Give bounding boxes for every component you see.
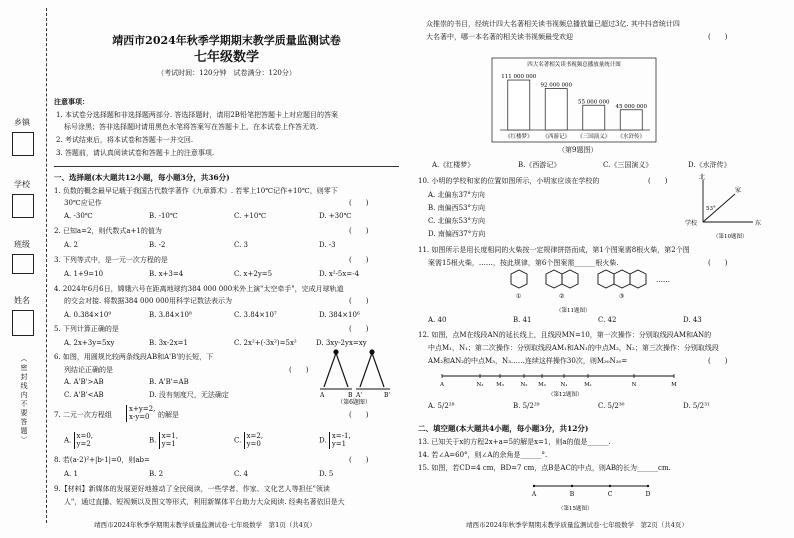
q11-text-cont: 案需15根火柴，……，按此规律，第6个图案需______根火柴. xyxy=(428,259,619,267)
pattern-2-shape-a xyxy=(546,270,562,288)
q1-text: 1. 负数的概念最早记载于我国古代数学著作《九章算术》. 若零上10℃记作+10℃，则零下 xyxy=(54,187,338,195)
compass-2-legs xyxy=(360,353,384,387)
q7-d-eq-1: x=-1, xyxy=(331,432,351,440)
q15-point-label-3: C xyxy=(607,491,613,498)
svg-text:A': A' xyxy=(356,392,362,399)
pattern-2-label: ② xyxy=(559,293,565,300)
pattern-3-shape-a xyxy=(598,270,614,288)
q5-option-b[interactable]: B. 3x-2x=1 xyxy=(149,339,188,347)
q4-option-a[interactable]: A. 0.384×10⁹ xyxy=(64,311,112,319)
q9-option-d[interactable]: D.《水浒传》 xyxy=(688,161,731,169)
q7-c-eq-2: y=0 xyxy=(246,440,261,449)
q11-option-c[interactable]: C. 42 xyxy=(598,316,617,324)
q13-text: 13. 已知关于x的方程2x+a=5的解是x=1，则a的值是______. xyxy=(418,438,611,446)
binding-strip xyxy=(0,0,44,538)
q10-answer-paren: ( ) xyxy=(648,177,668,185)
q2-option-a[interactable]: A. 2 xyxy=(64,241,78,249)
svg-text:A: A xyxy=(320,392,325,399)
q9-option-b[interactable]: B.《西游记》 xyxy=(518,161,561,169)
q12-option-b[interactable]: B. 5/2²⁹ xyxy=(513,402,540,410)
q8-text: 8. 若(a-2)²+|b-1|=0，则ab= xyxy=(54,456,150,464)
school-label: 学校 xyxy=(685,220,698,227)
q12-option-c[interactable]: C. 5/2³⁰ xyxy=(598,402,625,410)
q7-text: 7. 二元一次方程组 xyxy=(54,411,112,419)
bar-category-label-3: 《三国演义》 xyxy=(577,134,611,140)
seal-dashed-line xyxy=(46,8,47,523)
bar-category-label-2: 《西游记》 xyxy=(542,134,571,140)
q8-option-d[interactable]: D. 5 xyxy=(319,470,334,478)
q7-option-b[interactable] xyxy=(149,432,178,449)
svg-text:B': B' xyxy=(384,392,391,399)
footer-page-2: 靖西市2024年秋季学期期末教学质量监测试卷·七年级数学 第2页（共4页） xyxy=(466,521,688,529)
q12-point-label-5: M₂ xyxy=(538,382,546,388)
q12-point-label-6: N₁ xyxy=(560,382,568,388)
note-1: 1. 本试卷分选择题和非选择题两部分. 答选择题时，请用2B铅笔把答题卡上对应题目的答案 xyxy=(56,111,338,119)
q10-option-d[interactable]: D. 南偏西37°方向 xyxy=(428,230,486,238)
home-label: 家 xyxy=(735,187,742,194)
q12-text-cont: 中点M₁，N₁；第二次操作：分别取线段AM₁和AN₁的中点M₂，N₂；第三次操作：分别取线段 xyxy=(428,344,719,352)
q7-system xyxy=(126,405,155,422)
town-label: 乡镇 xyxy=(14,118,30,127)
q7-option-c[interactable] xyxy=(234,432,263,449)
q12-point-label-8: N xyxy=(631,382,637,388)
exam-title: 靖西市2024年秋季学期期末教学质量监测试卷 xyxy=(112,34,341,47)
q12-point-label-2: N₃ xyxy=(476,382,484,388)
q3-answer-paren: ( ) xyxy=(349,256,369,264)
q11-option-d[interactable]: D. 43 xyxy=(683,316,702,324)
q5-option-a[interactable]: A. 2x+3y=5xy xyxy=(64,339,115,347)
bar-3 xyxy=(583,105,605,130)
q5-option-d[interactable]: D. 3xy-2yx=xy xyxy=(316,339,367,347)
q11-text: 11. 如图所示是用长度相同的火柴按一定规律拼搭而成，第1个图案需8根火柴，第2个图 xyxy=(418,246,690,254)
q3-option-d[interactable]: D. x²-5x=-4 xyxy=(319,270,360,278)
bar-value-label-2: 92 000 000 xyxy=(540,82,572,89)
q3-option-b[interactable]: B. x+3=4 xyxy=(149,270,184,278)
q7-b-eq-1: x=1, xyxy=(161,432,179,440)
q9-text-cont: 人"，通过直播、短视频以及图文等形式，利用新媒体平台助力大众阅读. 经典名著依旧是大 xyxy=(64,498,345,506)
bar-1 xyxy=(508,80,530,130)
q3-option-a[interactable]: A. 1+9=10 xyxy=(64,270,104,278)
q4-text-cont: 的交会对接. 将数据384 000 000用科学记数法表示为 xyxy=(64,297,232,305)
q7-option-a[interactable] xyxy=(64,432,93,449)
q10-option-a[interactable]: A. 北偏东37°方向 xyxy=(428,191,485,199)
q1-option-d[interactable]: D. +30℃ xyxy=(319,212,352,220)
q9-answer-paren: ( ) xyxy=(708,33,728,41)
pattern-3-shape-c xyxy=(630,270,646,288)
name-label: 姓名 xyxy=(14,296,30,305)
q9-option-c[interactable]: C.《三国演义》 xyxy=(603,161,653,169)
q7-option-a-label: A. xyxy=(64,436,72,445)
q4-option-d[interactable]: D. 384×10⁶ xyxy=(319,311,360,319)
section-1-heading: 一、选择题(本大题共12小题，每小题3分，共36分) xyxy=(54,173,230,182)
q12-point-label-7: M₁ xyxy=(584,382,592,388)
q10-option-c[interactable]: C. 北偏东53°方向 xyxy=(428,217,485,225)
section-2-heading: 二、填空题(本大题共4小题，每小题3分，共12分) xyxy=(418,424,589,433)
school-label: 学校 xyxy=(14,180,30,189)
bar-2 xyxy=(545,89,567,130)
town-field[interactable] xyxy=(12,132,34,156)
pattern-3-label: ③ xyxy=(619,293,625,300)
q10-direction-figure xyxy=(673,172,778,244)
compass-1-legs xyxy=(324,353,348,387)
q8-option-a[interactable]: A. 1 xyxy=(64,470,78,478)
q15-point-dot-2 xyxy=(571,485,573,487)
q12-figure-caption: （第12题图） xyxy=(548,392,583,398)
q7-b-eq-2: y=1 xyxy=(161,440,176,449)
q11-option-a[interactable]: A. 40 xyxy=(428,316,447,324)
q4-option-c[interactable]: C. 3.84×10⁷ xyxy=(234,311,277,319)
q7-eq-2: x-y=0 xyxy=(129,413,150,422)
q12-option-a[interactable]: A. 5/2²⁸ xyxy=(428,402,455,410)
q15-point-label-4: D xyxy=(645,491,651,498)
pattern-1-shape xyxy=(511,270,527,288)
seal-line-notice: （密封线内不要答题） xyxy=(20,355,28,445)
q6-text-cont: 列结论正确的是 xyxy=(64,366,113,374)
q9-text-cont-3: 大名著中，哪一本名著的相关读书视频最受欢迎 xyxy=(426,33,573,41)
q15-point-dot-1 xyxy=(533,485,535,487)
divider xyxy=(54,166,399,167)
q1-option-b[interactable]: B. -10℃ xyxy=(149,212,178,220)
pattern-2-shape-b xyxy=(562,270,578,288)
q8-answer-paren: ( ) xyxy=(349,456,369,464)
q7-option-d-label: D. xyxy=(319,436,327,445)
note-1-cont: 标号涂黑；答非选择题时请用黑色水笔将答案写在答题卡上，在本试卷上作答无效. xyxy=(64,123,319,131)
q4-answer-paren: ( ) xyxy=(349,297,369,305)
class-label: 班级 xyxy=(14,240,30,249)
pattern-ellipsis: …… xyxy=(656,276,670,284)
q3-text: 3. 下列等式中，是一元一次方程的是 xyxy=(54,256,168,264)
bar-4 xyxy=(620,110,642,130)
q15-point-dot-3 xyxy=(609,485,611,487)
q1-option-c[interactable]: C. +10℃ xyxy=(234,212,267,220)
q10-option-b[interactable]: B. 南偏西53°方向 xyxy=(428,204,486,212)
q12-text: 12. 如图，点M在线段AN的延长线上，且线段MN=10，第一次操作：分别取线段AM和AN的 xyxy=(418,331,712,339)
q14-text: 14. 若∠A=60°，则∠A的余角是______°. xyxy=(418,451,548,459)
q7-option-d[interactable] xyxy=(319,432,351,449)
q2-answer-paren: ( ) xyxy=(349,227,369,235)
bar-category-label-4: 《水浒传》 xyxy=(617,134,646,140)
q3-option-c[interactable]: C. x+2y=5 xyxy=(234,270,273,278)
q7-d-eq-2: y=1 xyxy=(331,440,347,449)
class-field[interactable] xyxy=(12,254,34,274)
q2-option-d[interactable]: D. -3 xyxy=(319,241,336,249)
q7-a-eq-1: x=0, xyxy=(76,432,94,440)
q11-figure-caption: （第11题图） xyxy=(556,308,591,314)
q6-compass-figure xyxy=(316,347,396,405)
q12-answer-paren: ( ) xyxy=(708,357,728,365)
q15-segment-figure xyxy=(528,474,658,516)
q12-segment-figure xyxy=(438,368,678,398)
q7-text-tail: 的解是 xyxy=(158,411,179,419)
q1-answer-paren: ( ) xyxy=(349,199,369,207)
q9-text: 9.【材料】新媒体的发展更好地推动了全民阅读，一些学者、作家、文化艺人等担任"领读 xyxy=(54,485,330,493)
q4-text: 4. 2024年6月6日，嫦娥六号在距离地球约384 000 000米外上演"太空牵手"，完成月球轨道 xyxy=(54,285,344,293)
q7-option-b-label: B. xyxy=(149,436,157,445)
q11-matchstick-figure xyxy=(506,268,706,316)
q4-option-b[interactable]: B. 3.84×10⁸ xyxy=(149,311,192,319)
q2-text: 2. 已知a=2，则代数式a+1的值为 xyxy=(54,227,162,235)
q10-text: 10. 小明的学校和家的位置如图所示，小明家应该在学校的 xyxy=(418,177,600,185)
bar-value-label-1: 111 000 000 xyxy=(501,74,537,81)
q6-option-a[interactable]: A. A'B'>AB xyxy=(64,378,104,386)
bar-value-label-3: 55 000 000 xyxy=(578,99,610,106)
q10-figure-caption: （第10题图） xyxy=(713,234,748,240)
q6-option-b[interactable]: B. A'B'=AB xyxy=(149,378,189,386)
q5-answer-paren: ( ) xyxy=(349,325,369,333)
east-label: 东 xyxy=(755,220,762,227)
q6-figure-caption: （第6题图） xyxy=(337,399,371,405)
q9-option-a[interactable]: A.《红楼梦》 xyxy=(432,161,475,169)
pattern-1-label: ① xyxy=(516,293,522,300)
q7-c-eq-1: x=2, xyxy=(246,432,264,440)
pattern-3-shape-b xyxy=(614,270,630,288)
q15-point-dot-4 xyxy=(647,485,649,487)
q12-text-cont-2: AM₂和AN₂的中点M₃，N₃……连续这样操作30次，则M₃₀N₃₀= xyxy=(428,357,628,365)
q1-option-a[interactable]: A. -30℃ xyxy=(64,212,93,220)
q15-point-label-2: B xyxy=(569,491,575,498)
q8-option-b[interactable]: B. 2 xyxy=(149,470,164,478)
q2-option-b[interactable]: B. -2 xyxy=(149,241,166,249)
bar-value-label-4: 45 000 000 xyxy=(615,103,647,110)
q8-option-c[interactable]: C. 4 xyxy=(234,470,249,478)
q15-figure-caption: （第15题图） xyxy=(558,506,593,512)
q9-figure-caption: （第9题图） xyxy=(558,146,598,154)
q1-text-cont: 30℃应记作 xyxy=(64,199,102,207)
subject-title: 七年级数学 xyxy=(193,50,259,65)
q5-text: 5. 下列计算正确的是 xyxy=(54,325,119,333)
q7-a-eq-2: y=2 xyxy=(76,440,91,449)
q12-point-label-9: M xyxy=(671,382,677,388)
q11-option-b[interactable]: B. 41 xyxy=(513,316,532,324)
q7-option-c-label: C. xyxy=(234,436,242,445)
q6-option-c[interactable]: C. A'B'<AB xyxy=(64,391,104,399)
q7-eq-1: x+y=2, xyxy=(129,405,156,413)
footer-page-1: 靖西市2024年秋季学期期末教学质量监测试卷·七年级数学 第1页（共4页） xyxy=(94,521,316,529)
bar-category-label-1: 《红楼梦》 xyxy=(504,134,533,140)
note-2: 2. 考试结束后，将本试卷和答题卡一并交回. xyxy=(56,136,194,144)
svg-text:B: B xyxy=(348,392,353,399)
q15-point-label-1: A xyxy=(531,491,537,498)
q12-point-label-4: N₂ xyxy=(520,382,528,388)
q9-bar-chart xyxy=(490,56,660,152)
q9-text-cont-2: 众推崇的书目，经统计四大名著相关读书视频总播放量已超过3亿. 其中抖音统计四 xyxy=(426,20,680,28)
name-field[interactable] xyxy=(12,310,34,336)
q12-option-d[interactable]: D. 5/2³¹ xyxy=(683,402,710,410)
angle-label: 53° xyxy=(706,206,716,212)
exam-meta: （考试时间：120分钟 试卷满分：120分） xyxy=(157,69,296,77)
chart-title: 四大名著相关读书视频总播放量统计图 xyxy=(527,62,621,68)
q6-option-d[interactable]: D. 没有刻度尺，无法确定 xyxy=(149,391,229,399)
q6-text: 6. 如图，用圆规比较两条线段AB和A'B'的长短，下 xyxy=(54,353,214,361)
notes-heading: 注意事项： xyxy=(54,97,89,106)
q15-text: 15. 如图，若CD=4 cm，BD=7 cm，点B是AC的中点，则AB的长为______cm. xyxy=(418,464,671,472)
q7-answer-paren: ( ) xyxy=(349,411,369,419)
q5-option-c[interactable]: C. 2x²+(-3x²)=5x² xyxy=(234,339,297,347)
q2-option-c[interactable]: C. 3 xyxy=(234,241,249,249)
q12-point-label-3: M₃ xyxy=(496,382,504,388)
school-field[interactable] xyxy=(12,194,34,218)
q12-point-label-1: A xyxy=(440,382,444,388)
north-label: 北 xyxy=(699,174,706,181)
q6-answer-paren: ( ) xyxy=(289,366,309,374)
note-3: 3. 答题前，请认真阅读试卷和答题卡上的注意事项. xyxy=(56,149,215,157)
q11-answer-paren: ( ) xyxy=(708,259,728,267)
